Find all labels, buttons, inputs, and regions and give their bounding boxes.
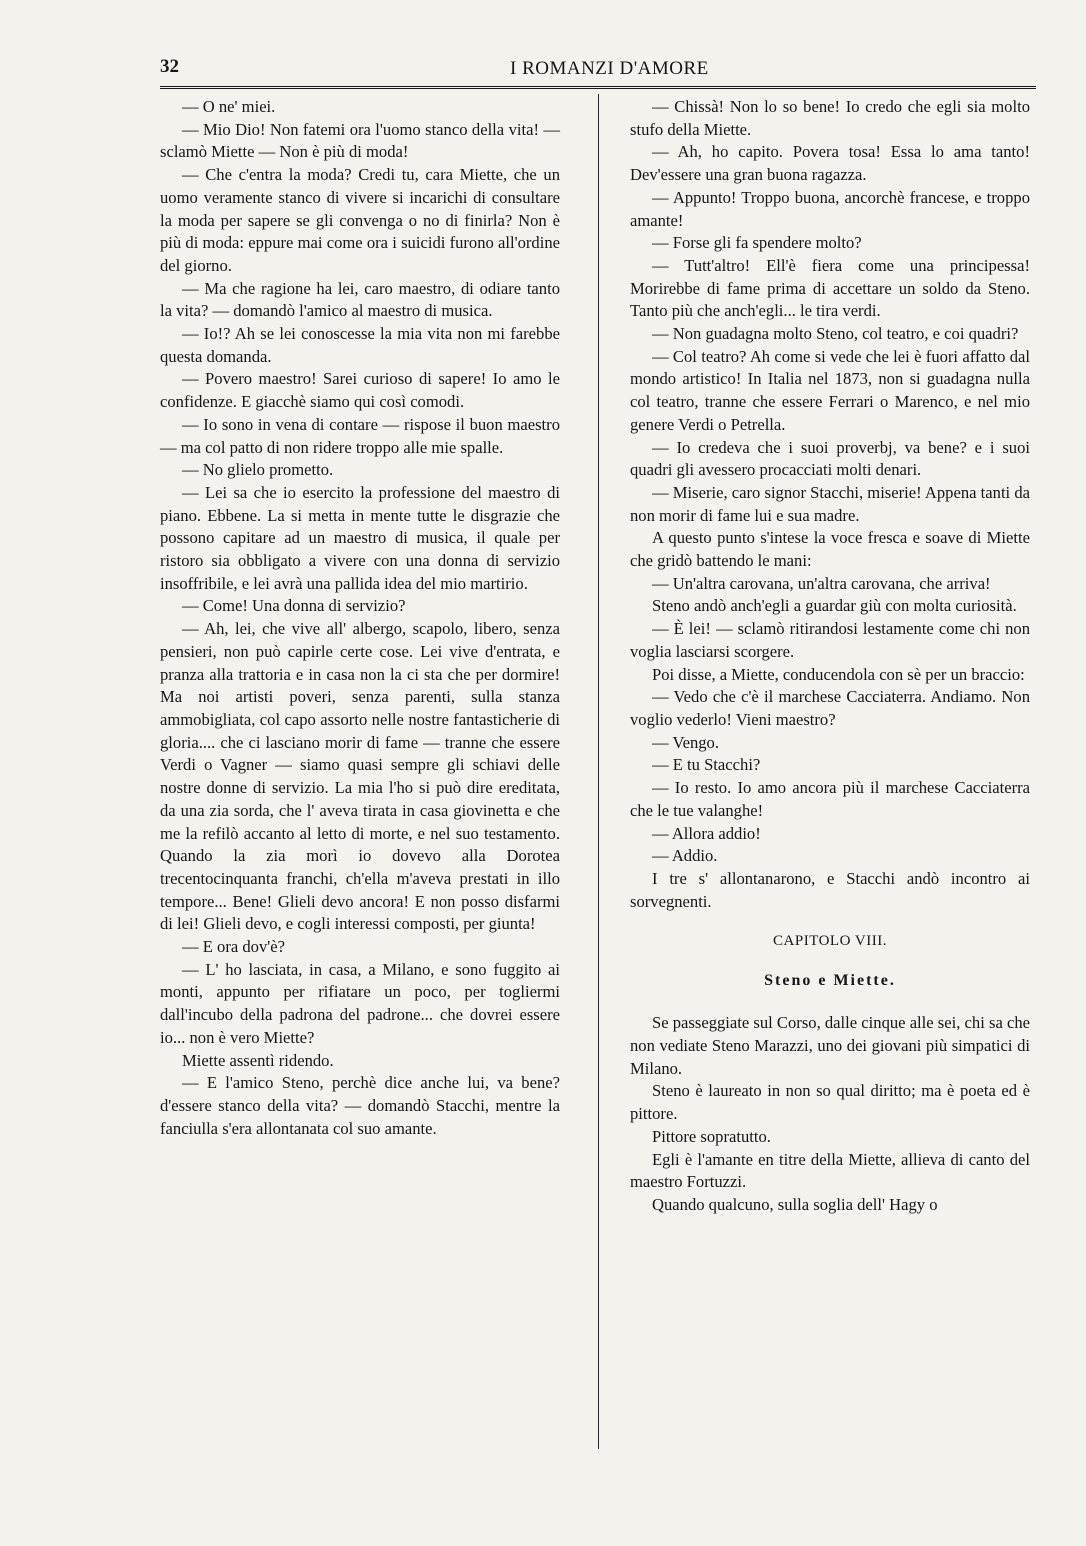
page-number: 32 bbox=[160, 56, 179, 77]
paragraph: — E l'amico Steno, perchè dice anche lui, va bene? d'essere stanco della vita? — domandò Stacchi, mentre la fanciulla s'era allontanata col suo amante. bbox=[160, 1073, 560, 1138]
paragraph: — Vengo. bbox=[652, 732, 719, 752]
paragraph: — Tutt'altro! Ell'è fiera come una principessa! Morirebbe di fame prima di accettare un soldo da Steno. Tanto più che anch'egli... le tira verdi. bbox=[630, 255, 1030, 321]
paragraph: — No glielo prometto. bbox=[182, 460, 334, 480]
paragraph: — Io!? Ah se lei conoscesse la mia vita non mi farebbe questa domanda. bbox=[160, 324, 560, 366]
paragraph: — Mio Dio! Non fatemi ora l'uomo stanco della vita! — sclamò Miette — Non è più di moda! bbox=[160, 119, 560, 162]
paragraph: — Vedo che c'è il marchese Cacciaterra. Andiamo. Non voglio vederlo! Vieni maestro? bbox=[630, 687, 1030, 729]
paragraph: — Che c'entra la moda? Credi tu, cara Miette, che un uomo veramente stanco di vivere si incarichi di consultare la moda per sapere se gli convenga o no di finirla? Non è più di moda: eppure mai come ora i suicidi furono all'ordine del giorno. bbox=[160, 165, 560, 275]
paragraph: — Chissà! Non lo so bene! Io credo che egli sia molto stufo della Miette. bbox=[630, 97, 1030, 139]
paragraph: — L' ho lasciata, in casa, a Milano, e sono fuggito ai monti, appunto per rifiatare un poco, per togliermi dall'incubo della padrona del padrone... che dovrei essere io... non è vero Miette? bbox=[160, 959, 560, 1047]
paragraph: — E tu Stacchi? bbox=[652, 755, 761, 775]
chapter-title: Steno e Miette. bbox=[764, 972, 896, 990]
paragraph: — Ah, lei, che vive all' albergo, scapolo, libero, senza pensieri, non può capirle certe cose. Lei vive d'entrata, e pranza alla trattoria e in casa non la ci sta che per dormire! Ma noi artisti poveri, senza parenti, sulla stanza ammobigliata, col capo assorto nelle nostre fantasticherie di gloria.... che ci lasciano morir di fame — tranne che essere Verdi o Vagner — siamo quasi sempre gli schiavi delle nostre donne di servizio. La mia l'ho si può dire ereditata, da una zia sorda, che l' aveva tirata in casa giovinetta e che me la refilò accanto al letto di morte, e nel suo testamento. Quando la zia morì io dovevo alla Dorotea trecentocinquanta franchi, ch'ella m'aveva prestati in illo tempore... Bene! Glieli devo ancora! E non posso disfarmi di lei! Glieli devo, e cogli interessi composti, per giunta! bbox=[160, 619, 560, 934]
paragraph: — Col teatro? Ah come si vede che lei è fuori affatto dal mondo artistico! In Italia nel 1873, non si guadagna nulla col teatro, tranne che essere Ferrari o Marenco, e nel mio genere Verdi o Petrella. bbox=[630, 346, 1030, 434]
paragraph: A questo punto s'intese la voce fresca e soave di Miette che gridò battendo le mani: bbox=[630, 528, 1030, 571]
column-divider bbox=[598, 94, 599, 1449]
paragraph: — Non guadagna molto Steno, col teatro, e coi quadri? bbox=[652, 324, 1019, 344]
right-column bbox=[630, 96, 1030, 1217]
paragraph: Se passeggiate sul Corso, dalle cinque alle sei, chi sa che non vediate Steno Marazzi, uno dei giovani più simpatici di Milano. bbox=[630, 1013, 1030, 1078]
paragraph: — Povero maestro! Sarei curioso di sapere! Io amo le confidenze. E giacchè siamo qui così comodi. bbox=[160, 369, 560, 412]
running-title: I ROMANZI D'AMORE bbox=[510, 58, 709, 79]
paragraph: — Forse gli fa spendere molto? bbox=[652, 233, 862, 253]
paragraph: — Ah, ho capito. Povera tosa! Essa lo ama tanto! Dev'essere una gran buona ragazza. bbox=[630, 142, 1030, 185]
paragraph: Steno andò anch'egli a guardar giù con molta curiosità. bbox=[652, 596, 1017, 616]
page-header bbox=[160, 56, 1036, 84]
paragraph: — Io sono in vena di contare — rispose il buon maestro — ma col patto di non ridere troppo alle mie spalle. bbox=[160, 414, 560, 457]
paragraph: — Addio. bbox=[652, 846, 718, 866]
header-rule bbox=[160, 86, 1036, 89]
paragraph: — Un'altra carovana, un'altra carovana, che arriva! bbox=[652, 573, 991, 593]
paragraph: — Lei sa che io esercito la professione del maestro di piano. Ebbene. La si metta in mente tutte le disgrazie che possono capitare ad un maestro di musica, il quale per ristoro sia obbligato a vivere con una donna di servizio insoffribile, e lei avrà una pallida idea del mio martirio. bbox=[160, 482, 560, 593]
paragraph: — Allora addio! bbox=[652, 823, 761, 843]
paragraph: — È lei! — sclamò ritirandosi lestamente come chi non voglia lasciarsi scorgere. bbox=[630, 619, 1030, 661]
paragraph: — Io credeva che i suoi proverbj, va bene? e i suoi quadri gli avessero procacciati molti denari. bbox=[630, 437, 1030, 480]
chapter-heading: CAPITOLO VIII. bbox=[773, 933, 887, 950]
paragraph: Steno è laureato in non so qual diritto; ma è poeta ed è pittore. bbox=[630, 1081, 1030, 1124]
paragraph: Miette assentì ridendo. bbox=[182, 1050, 334, 1070]
left-column bbox=[160, 96, 560, 1140]
paragraph: — Io resto. Io amo ancora più il marchese Cacciaterra che le tue valanghe! bbox=[630, 778, 1030, 820]
paragraph: Quando qualcuno, sulla soglia dell' Hagy o bbox=[652, 1194, 938, 1214]
paragraph: — E ora dov'è? bbox=[182, 937, 285, 957]
paragraph: — Come! Una donna di servizio? bbox=[182, 596, 406, 616]
paragraph: — Appunto! Troppo buona, ancorchè francese, e troppo amante! bbox=[630, 187, 1030, 230]
paragraph: Egli è l'amante en titre della Miette, allieva di canto del maestro Fortuzzi. bbox=[630, 1149, 1030, 1192]
paragraph: — O ne' miei. bbox=[182, 97, 276, 116]
paragraph: — Ma che ragione ha lei, caro maestro, di odiare tanto la vita? — domandò l'amico al maestro di musica. bbox=[160, 278, 560, 321]
paragraph: I tre s' allontanarono, e Stacchi andò incontro ai sorvegnenti. bbox=[630, 868, 1030, 911]
paragraph: Poi disse, a Miette, conducendola con sè per un braccio: bbox=[652, 664, 1025, 684]
paragraph: Pittore sopratutto. bbox=[652, 1126, 771, 1146]
paragraph: — Miserie, caro signor Stacchi, miserie! Appena tanti da non morir di fame lui e sua madre. bbox=[630, 482, 1030, 525]
